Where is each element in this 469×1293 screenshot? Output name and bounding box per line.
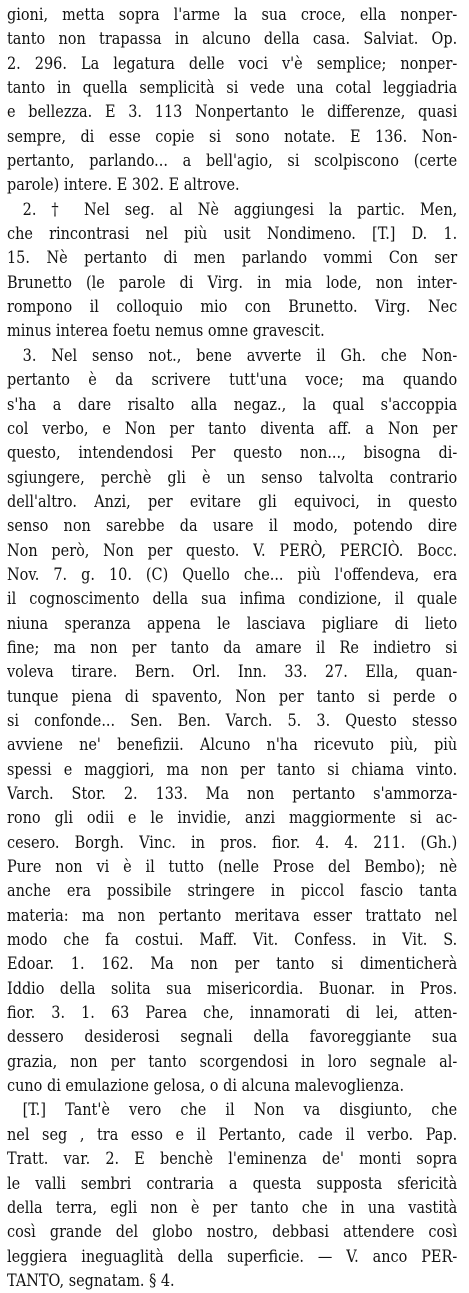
text-line: che rincontrasi nel più usit Nondimeno. [T.] D. 1.	[7, 224, 458, 244]
text-line: Tratt. var. 2. E benchè l'eminenza de' monti sopra	[7, 1149, 458, 1169]
text-line: Pure non vi è il tutto (nelle Prose del Bembo); nè	[7, 857, 458, 877]
text-line: cuno di emulazione gelosa, o di alcuna malevoglienza.	[7, 1076, 405, 1096]
text-line: della terra, egli non è per tanto che in una vastità	[7, 1197, 458, 1217]
text-line: nel seg , tra esso e il Pertanto, cade il verbo. Pap.	[7, 1124, 458, 1144]
text-line: [T.] Tant'è vero che il Non va disgiunto, che	[22, 1100, 458, 1120]
text-line: così grande del globo nostro, debbasi attendere così	[7, 1222, 458, 1242]
text-line: Non però, Non per questo. V. PERÒ, PERCIÒ. Bocc.	[7, 540, 458, 560]
text-line: modo che fa costui. Maff. Vit. Confess. in Vit. S.	[7, 930, 458, 950]
text-line: cesero. Borgh. Vinc. in pros. fior. 4. 4. 211. (Gh.)	[7, 832, 458, 852]
text-line: il cognoscimento della sua infima condizione, il quale	[7, 589, 458, 609]
text-line: senso non sarebbe da usare il modo, potendo dire	[7, 516, 458, 536]
text-line: pertanto, parlando... a bell'agio, si scolpiscono (certe	[7, 151, 458, 171]
text-line: TANTO, segnatam. § 4.	[7, 1270, 175, 1290]
text-line: niuna speranza appena le lasciava pigliare di lieto	[7, 613, 458, 633]
text-line: 2. 296. La legatura delle voci v'è semplice; nonper-	[7, 53, 458, 73]
text-line: fine; ma non per tanto da amare il Re indietro si	[7, 637, 458, 657]
text-line: Iddio della solita sua misericordia. Buonar. in Pros.	[7, 978, 458, 998]
text-line: 2. † Nel seg. al Nè aggiungesi la partic. Men,	[22, 199, 458, 219]
text-line: tanto non trapassa in alcuno della casa. Salviat. Op.	[7, 29, 458, 49]
text-line: Nov. 7. g. 10. (C) Quello che... più l'offendeva, era	[7, 564, 458, 584]
text-line: si confonde... Sen. Ben. Varch. 5. 3. Questo stesso	[7, 710, 458, 730]
text-line: s'ha a dare risalto alla negaz., la qual s'accoppia	[7, 394, 458, 414]
text-line: sempre, di esse copie si sono notate. E 136. Non-	[7, 126, 458, 146]
text-line: gioni, metta sopra l'arme la sua croce, ella nonper-	[7, 5, 458, 24]
text-line: spessi e maggiori, ma non per tanto si chiama vinto.	[7, 759, 458, 779]
text-line: e bellezza. E 3. 113 Nonpertanto le differenze, quasi	[7, 102, 458, 122]
text-line: grazia, non per tanto scorgendosi in loro segnale al-	[7, 1051, 458, 1071]
text-line: Edoar. 1. 162. Ma non per tanto si dimenticherà	[7, 954, 458, 974]
text-line: dell'altro. Anzi, per evitare gli equivoci, in questo	[7, 491, 458, 511]
text-line: rompono il colloquio mio con Brunetto. Virg. Nec	[7, 297, 458, 317]
text-line: tunque piena di spavento, Non per tanto si perde o	[7, 686, 458, 706]
text-line: col verbo, e Non per tanto diventa aff. a Non per	[7, 418, 458, 438]
text-line: avviene ne' benefizii. Alcuno n'ha ricevuto più, più	[7, 735, 458, 755]
text-line: 15. Nè pertanto di men parlando vommi Con ser	[7, 248, 458, 268]
text-line: Varch. Stor. 2. 133. Ma non pertanto s'ammorza-	[7, 784, 458, 803]
text-line: leggiera ineguaglità della superficie. — V. anco PER-	[7, 1246, 458, 1266]
text-line: minus interea foetu nemus omne gravescit.	[7, 321, 325, 341]
text-line: materia: ma non pertanto meritava esser trattato nel	[7, 905, 458, 925]
text-line: le valli sembri contraria a questa supposta sfericità	[7, 1173, 458, 1193]
text-line: anche era possibile stringere in piccol fascio tanta	[7, 881, 458, 901]
text-line: rono gli odii e le invidie, anzi maggiormente si ac-	[7, 808, 458, 828]
text-line: fior. 3. 1. 63 Parea che, innamorati di lei, atten-	[7, 1003, 458, 1023]
text-line: Brunetto (le parole di Virg. in mia lode, non inter-	[7, 272, 458, 292]
text-line: pertanto è da scrivere tutt'una voce; ma quando	[7, 370, 458, 390]
text-line: questo, intendendosi Per questo non..., bisogna di-	[7, 443, 458, 463]
text-line: voleva tirare. Bern. Orl. Inn. 33. 27. Ella, quan-	[7, 662, 458, 682]
text-line: parole) intere. E 302. E altrove.	[7, 175, 240, 195]
text-line: dessero desiderosi segnali della favoreggiante sua	[7, 1027, 458, 1047]
text-line: tanto in quella semplicità si vede una cotal leggiadria	[7, 78, 458, 98]
text-line: 3. Nel senso not., bene avverte il Gh. che Non-	[22, 345, 458, 365]
text-line: sgiungere, perchè gli è un senso talvolta contrario	[7, 467, 458, 487]
